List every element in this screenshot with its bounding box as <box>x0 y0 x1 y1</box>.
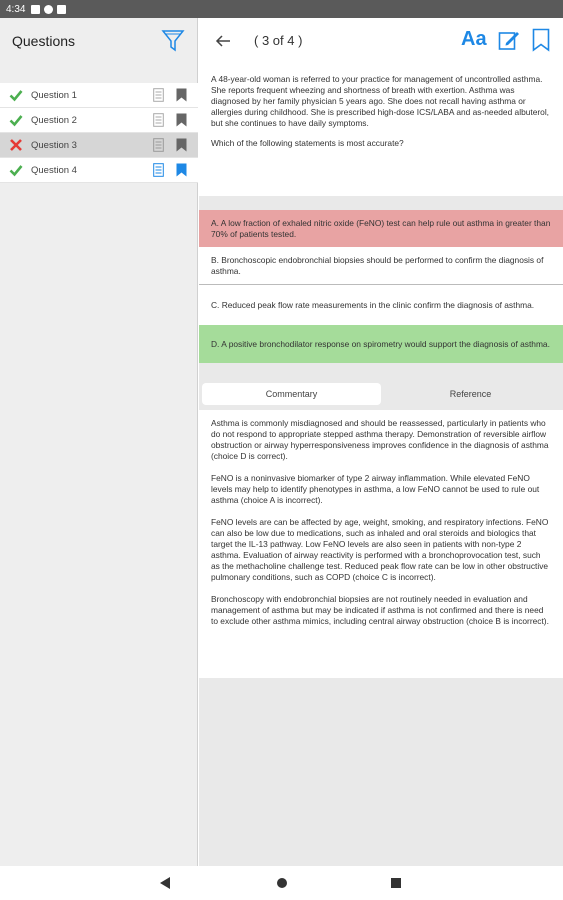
nav-back-icon[interactable] <box>160 877 170 889</box>
question-prompt: Which of the following statements is most accurate? <box>211 138 404 148</box>
check-icon <box>9 88 23 102</box>
question-label: Question 3 <box>31 139 77 151</box>
font-size-button[interactable]: Aa <box>461 28 487 50</box>
commentary-paragraph: Asthma is commonly misdiagnosed and should be reassessed, particularly in patients who do not respond to appropriate stepped asthma therapy. Demonstration of reversible airflow obstruction or airway hyperresponsiveness improves confidence in the diagnosis of asthma (choice D is correct). <box>211 418 549 461</box>
nav-recents-icon[interactable] <box>391 878 401 888</box>
tab-reference[interactable]: Reference <box>449 389 492 399</box>
commentary-content <box>199 410 563 678</box>
bookmark-icon[interactable] <box>176 138 187 152</box>
nav-home-icon[interactable] <box>277 878 287 888</box>
question-item-1[interactable] <box>0 83 198 108</box>
questions-header <box>0 18 197 64</box>
question-label: Question 4 <box>31 164 77 176</box>
check-icon <box>9 163 23 177</box>
answer-option-c[interactable]: C. Reduced peak flow rate measurements in the clinic confirm the diagnosis of asthma. <box>199 285 563 325</box>
detail-header <box>199 18 563 64</box>
question-stem-text: A 48-year-old woman is referred to your practice for management of uncontrolled asthma. She reports frequent wheezing and shortness of breath with exertion. Asthma was diagnosed by her family physician 5 years ago. She does not recall having asthma or allergies during childhood. She is prescribed high-dose ICS/LABA and as-needed albuterol, but she continues to have daily symptoms. <box>211 74 550 128</box>
notes-icon[interactable] <box>153 113 164 127</box>
questions-title: Questions <box>12 33 76 49</box>
question-counter: ( 3 of 4 ) <box>254 33 303 48</box>
question-item-3[interactable] <box>0 133 198 158</box>
notes-icon[interactable] <box>153 88 164 102</box>
explanation-tabs <box>199 380 563 408</box>
question-item-4[interactable] <box>0 158 198 183</box>
answer-option-a[interactable]: A. A low fraction of exhaled nitric oxide (FeNO) test can help rule out asthma in greater than 70% of patients tested. <box>199 210 563 247</box>
bookmark-icon[interactable] <box>176 113 187 127</box>
question-detail-pane <box>199 18 563 866</box>
answer-option-d[interactable]: D. A positive bronchodilator response on spirometry would support the diagnosis of asthma. <box>199 325 563 363</box>
app-notification-icon <box>44 5 53 14</box>
notes-icon[interactable] <box>153 163 164 177</box>
back-arrow-icon[interactable] <box>213 31 233 51</box>
filter-icon[interactable] <box>161 28 185 54</box>
question-label: Question 2 <box>31 114 77 126</box>
commentary-paragraph: Bronchoscopy with endobronchial biopsies are not routinely needed in evaluation and management of asthma but may be indicated if asthma is not confirmed and there is need to exclude other asthma mimics, including central airway obstruction (choice B is incorrect). <box>211 594 549 626</box>
answer-options <box>199 196 563 363</box>
answer-option-b[interactable]: B. Bronchoscopic endobronchial biopsies should be performed to confirm the diagnosis of asthma. <box>199 247 563 285</box>
question-list <box>0 83 198 183</box>
tab-commentary[interactable]: Commentary <box>202 383 381 405</box>
status-time: 4:34 <box>6 3 26 15</box>
status-bar <box>0 0 563 18</box>
question-stem <box>199 64 563 196</box>
system-nav-bar <box>0 866 563 900</box>
commentary-paragraph: FeNO is a noninvasive biomarker of type 2 airway inflammation. While elevated FeNO levels may help to identify phenotypes in asthma, a low FeNO cannot be used to rule out asthma (choice A is incorrect). <box>211 473 540 505</box>
question-item-2[interactable] <box>0 108 198 133</box>
edit-note-icon[interactable] <box>498 29 520 51</box>
cross-icon <box>9 138 23 152</box>
check-icon <box>9 113 23 127</box>
question-label: Question 1 <box>31 89 77 101</box>
bookmark-icon[interactable] <box>176 163 187 177</box>
notes-icon[interactable] <box>153 138 164 152</box>
commentary-paragraph: FeNO levels are can be affected by age, weight, smoking, and respiratory infections. FeNO can also be low due to medications, such as inhaled and oral steroids and biologics that target the IL-13 pathway. Low FeNO levels are also seen in patients with non-type 2 asthma. Evaluation of airway reactivity is performed with a bronchoprovocation test, such as the methacholine challenge test. Reduced peak flow rate can be low in other obstructive pulmonary conditions, such as COPD (choice C is incorrect). <box>211 517 549 582</box>
questions-pane <box>0 18 198 866</box>
bookmark-icon[interactable] <box>532 28 550 52</box>
notification-icon <box>31 5 40 14</box>
sd-card-icon <box>57 5 66 14</box>
bookmark-icon[interactable] <box>176 88 187 102</box>
